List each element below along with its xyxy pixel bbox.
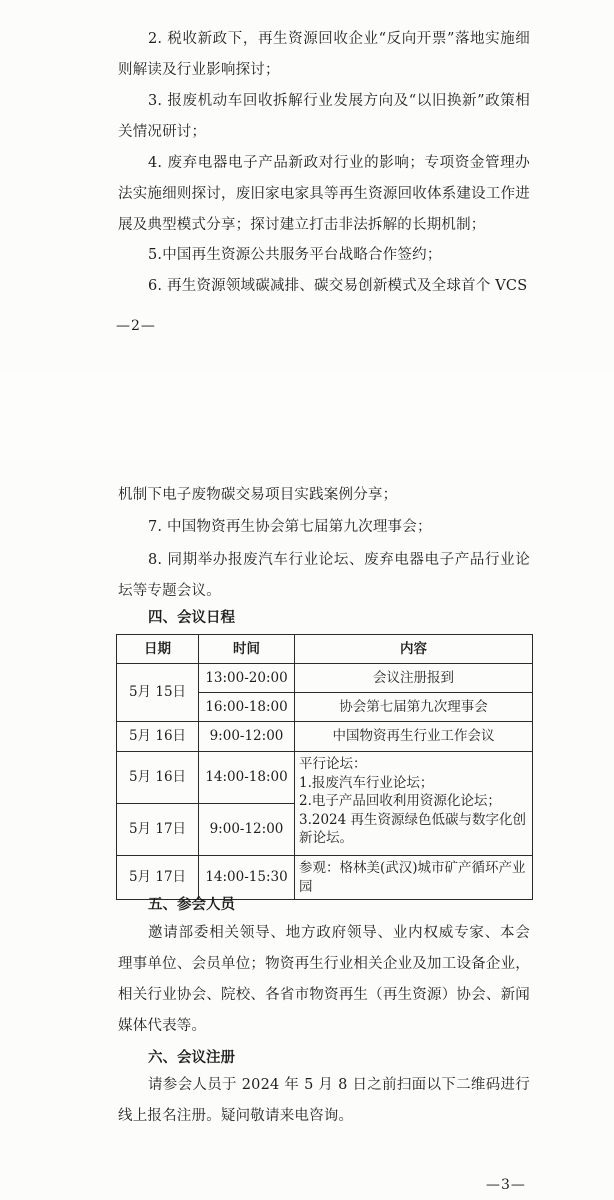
agenda-item-5: 5.中国再生资源公共服务平台战略合作签约； <box>148 247 442 263</box>
schedule-header-row <box>117 635 533 664</box>
section-6-title: 六、会议注册 <box>148 1050 235 1066</box>
date-cell: 5月 17日 <box>117 856 199 900</box>
section-5-text: 邀请部委相关领导、地方政府领导、业内权威专家、本会理事单位、会员单位；物资再生行业相关企业及加工设备企业，相关行业协会、院校、各省市物资再生（再生资源）协会、新闻媒体代表等。 <box>118 925 530 1034</box>
time-cell: 9:00-12:00 <box>199 804 295 856</box>
section-4-title: 四、会议日程 <box>148 610 235 626</box>
content-cell: 协会第七届第九次理事会 <box>295 693 533 722</box>
parallel-forum-item: 1.报废汽车行业论坛； <box>299 774 434 791</box>
schedule-table <box>116 634 533 900</box>
header-content: 内容 <box>295 635 533 664</box>
agenda-item-3: 3. 报废机动车回收拆解行业发展方向及“以旧换新”政策相关情况研讨； <box>118 93 530 140</box>
time-cell: 13:00-20:00 <box>199 664 295 693</box>
table-row <box>117 664 533 693</box>
page-number-3: —3— <box>486 1177 526 1193</box>
agenda-item-6: 6. 再生资源领域碳减排、碳交易创新模式及全球首个 VCS <box>148 278 528 294</box>
time-cell: 14:00-15:30 <box>199 856 295 900</box>
date-cell: 5月 15日 <box>117 664 199 722</box>
content-cell: 中国物资再生行业工作会议 <box>295 722 533 752</box>
agenda-item-8: 8. 同期举办报废汽车行业论坛、废弃电器电子产品行业论坛等专题会议。 <box>118 552 530 599</box>
time-cell: 14:00-18:00 <box>199 752 295 804</box>
parallel-forum-title: 平行论坛： <box>299 756 367 772</box>
table-row <box>117 752 533 804</box>
time-cell: 9:00-12:00 <box>199 722 295 752</box>
content-cell: 参观：格林美(武汉)城市矿产循环产业园 <box>295 856 533 900</box>
table-row <box>117 856 533 900</box>
date-cell: 5月 17日 <box>117 804 199 856</box>
table-row <box>117 722 533 752</box>
content-cell: 会议注册报到 <box>295 664 533 693</box>
agenda-item-6-continued: 机制下电子废物碳交易项目实践案例分享； <box>118 487 398 503</box>
date-cell: 5月 16日 <box>117 752 199 804</box>
time-cell: 16:00-18:00 <box>199 693 295 722</box>
date-cell: 5月 16日 <box>117 722 199 752</box>
header-time: 时间 <box>199 635 295 664</box>
agenda-item-7: 7. 中国物资再生协会第七届第九次理事会； <box>148 519 432 535</box>
parallel-forum-item: 3.2024 再生资源绿色低碳与数字化创新论坛。 <box>299 811 527 846</box>
page-gap <box>0 370 614 460</box>
header-date: 日期 <box>117 635 199 664</box>
agenda-item-2: 2. 税收新政下，再生资源回收企业“反向开票”落地实施细则解读及行业影响探讨； <box>118 31 530 78</box>
agenda-item-4: 4. 废弃电器电子产品新政对行业的影响；专项资金管理办法实施细则探讨，废旧家电家具等再生资源回收体系建设工作进展及典型模式分享；探讨建立打击非法拆解的长期机制； <box>118 155 530 233</box>
page-number-2: —2— <box>116 318 156 334</box>
parallel-forum-cell <box>295 752 533 856</box>
section-6-text: 请参会人员于 2024 年 5 月 8 日之前扫面以下二维码进行线上报名注册。疑问敬请来电咨询。 <box>118 1077 530 1124</box>
section-5-title: 五、参会人员 <box>148 897 235 913</box>
parallel-forum-item: 2.电子产品回收利用资源化论坛； <box>299 793 501 809</box>
